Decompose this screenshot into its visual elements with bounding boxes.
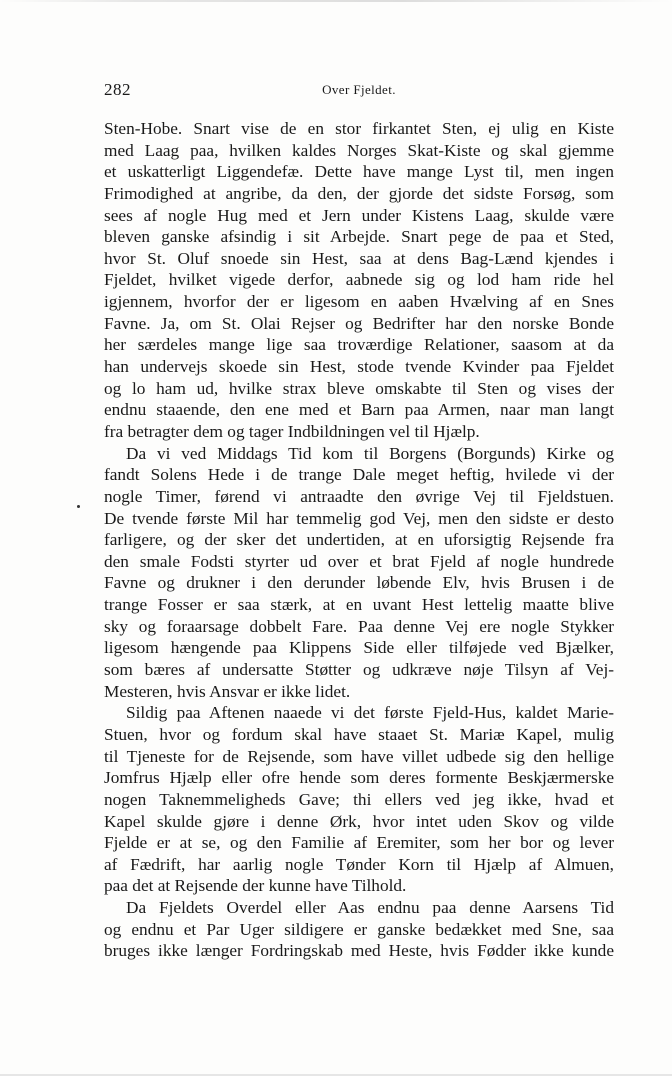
text-line: ligesom hængende paa Klippens Side eller tilføjede ved Bjælker, bbox=[104, 638, 614, 658]
text-line: og lo ham ud, hvilke strax bleve omskabte til Sten og vises der bbox=[104, 378, 614, 398]
paper-speck bbox=[77, 505, 80, 508]
text-line: farligere, og der sker det undertiden, at en uforsigtig Rejsende fra bbox=[104, 530, 614, 550]
text-line: Kapel skulde gjøre i denne Ørk, hvor intet uden Skov og vilde bbox=[104, 811, 614, 831]
text-line: Mesteren, hvis Ansvar er ikke lidet. bbox=[104, 681, 351, 701]
text-line: endnu staaende, den ene med et Barn paa Armen, naar man langt bbox=[104, 400, 614, 420]
text-line: bleven ganske afsindig i sit Arbejde. Snart pege de paa et Sted, bbox=[104, 227, 614, 247]
text-line: Da Fjeldets Overdel eller Aas endnu paa denne Aarsens Tid bbox=[126, 898, 614, 918]
text-line: igjennem, hvorfor der er ligesom en aaben Hvælving af en Snes bbox=[104, 292, 614, 312]
text-line: Stuen, hvor og fordum skal have staaet St. Mariæ Kapel, mulig bbox=[104, 724, 614, 744]
text-line: nogen Taknemmeligheds Gave; thi ellers ved jeg ikke, hvad et bbox=[104, 789, 614, 809]
text-line: og endnu et Par Uger sildigere er ganske bedækket med Sne, saa bbox=[104, 919, 614, 939]
text-line: den smale Fodsti styrter ud over et brat Fjeld af nogle hundrede bbox=[104, 551, 614, 571]
text-line: Frimodighed at angribe, da den, der gjorde det sidste Forsøg, som bbox=[104, 183, 614, 203]
paragraph bbox=[104, 118, 614, 443]
text-line: fandt Solens Hede i de trange Dale meget heftig, hvilede vi der bbox=[104, 465, 614, 485]
text-line: et uskatterligt Liggendefæ. Dette have mange Lyst til, men ingen bbox=[104, 162, 614, 182]
paragraph bbox=[104, 702, 614, 897]
text-line: Sten-Hobe. Snart vise de en stor firkantet Sten, ej ulig en Kiste bbox=[104, 119, 614, 138]
text-line: Fjelde er at se, og den Familie af Eremiter, som her bor og lever bbox=[104, 833, 614, 853]
paragraph bbox=[104, 897, 614, 962]
running-title: Over Fjeldet. bbox=[322, 82, 396, 97]
text-line: Jomfrus Hjælp eller ofre hende som deres formente Beskjærmerske bbox=[104, 768, 614, 788]
text-line: som bæres af undersatte Støtter og udkræve nøje Tilsyn af Vej- bbox=[104, 660, 614, 680]
text-line: med Laag paa, hvilken kaldes Norges Skat-Kiste og skal gjemme bbox=[104, 140, 614, 160]
text-line: han undervejs skoede sin Hest, stode tvende Kvinder paa Fjeldet bbox=[104, 357, 614, 377]
text-line: fra betragter dem og tager Indbildningen vel til Hjælp. bbox=[104, 421, 480, 441]
text-line: af Fædrift, har aarlig nogle Tønder Korn til Hjælp af Almuen, bbox=[104, 854, 614, 874]
text-line: Favne. Ja, om St. Olai Rejser og Bedrifter har den norske Bonde bbox=[104, 313, 614, 333]
paragraph bbox=[104, 443, 614, 703]
text-line: trange Fosser er saa stærk, at en uvant Hest lettelig maatte blive bbox=[104, 595, 614, 615]
text-line: sky og foraarsage dobbelt Fare. Paa denne Vej ere nogle Stykker bbox=[104, 616, 614, 636]
text-line: Sildig paa Aftenen naaede vi det første Fjeld-Hus, kaldet Marie- bbox=[126, 703, 614, 723]
text-line: her særdeles mange lige saa troværdige Relationer, saasom at da bbox=[104, 335, 614, 355]
text-line: Favne og drukner i den derunder løbende Elv, hvis Brusen i de bbox=[104, 573, 614, 593]
text-line: De tvende første Mil har temmelig god Vej, men den sidste er desto bbox=[104, 508, 614, 528]
text-line: til Tjeneste for de Rejsende, som have villet udbede sig den hellige bbox=[104, 746, 614, 766]
top-edge-mark bbox=[0, 0, 672, 2]
text-line: nogle Timer, førend vi antraadte den øvrige Vej til Fjeldstuen. bbox=[104, 486, 614, 506]
page-number: 282 bbox=[104, 80, 131, 99]
text-line: hvor St. Oluf snoede sin Hest, saa at dens Bag-Lænd kjendes i bbox=[104, 248, 614, 268]
body-text bbox=[104, 118, 614, 962]
text-line: paa det at Rejsende der kunne have Tilhold. bbox=[104, 876, 407, 896]
page-header bbox=[104, 80, 614, 100]
text-line: sees af nogle Hug med et Jern under Kistens Laag, skulde være bbox=[104, 205, 614, 225]
text-line: Da vi ved Middags Tid kom til Borgens (Borgunds) Kirke og bbox=[126, 443, 614, 463]
text-line: Fjeldet, hvilket vigede derfor, aabnede sig og lod ham ride hel bbox=[104, 270, 614, 290]
text-line: bruges ikke længer Fordringskab med Heste, hvis Fødder ikke kunde bbox=[104, 941, 614, 961]
